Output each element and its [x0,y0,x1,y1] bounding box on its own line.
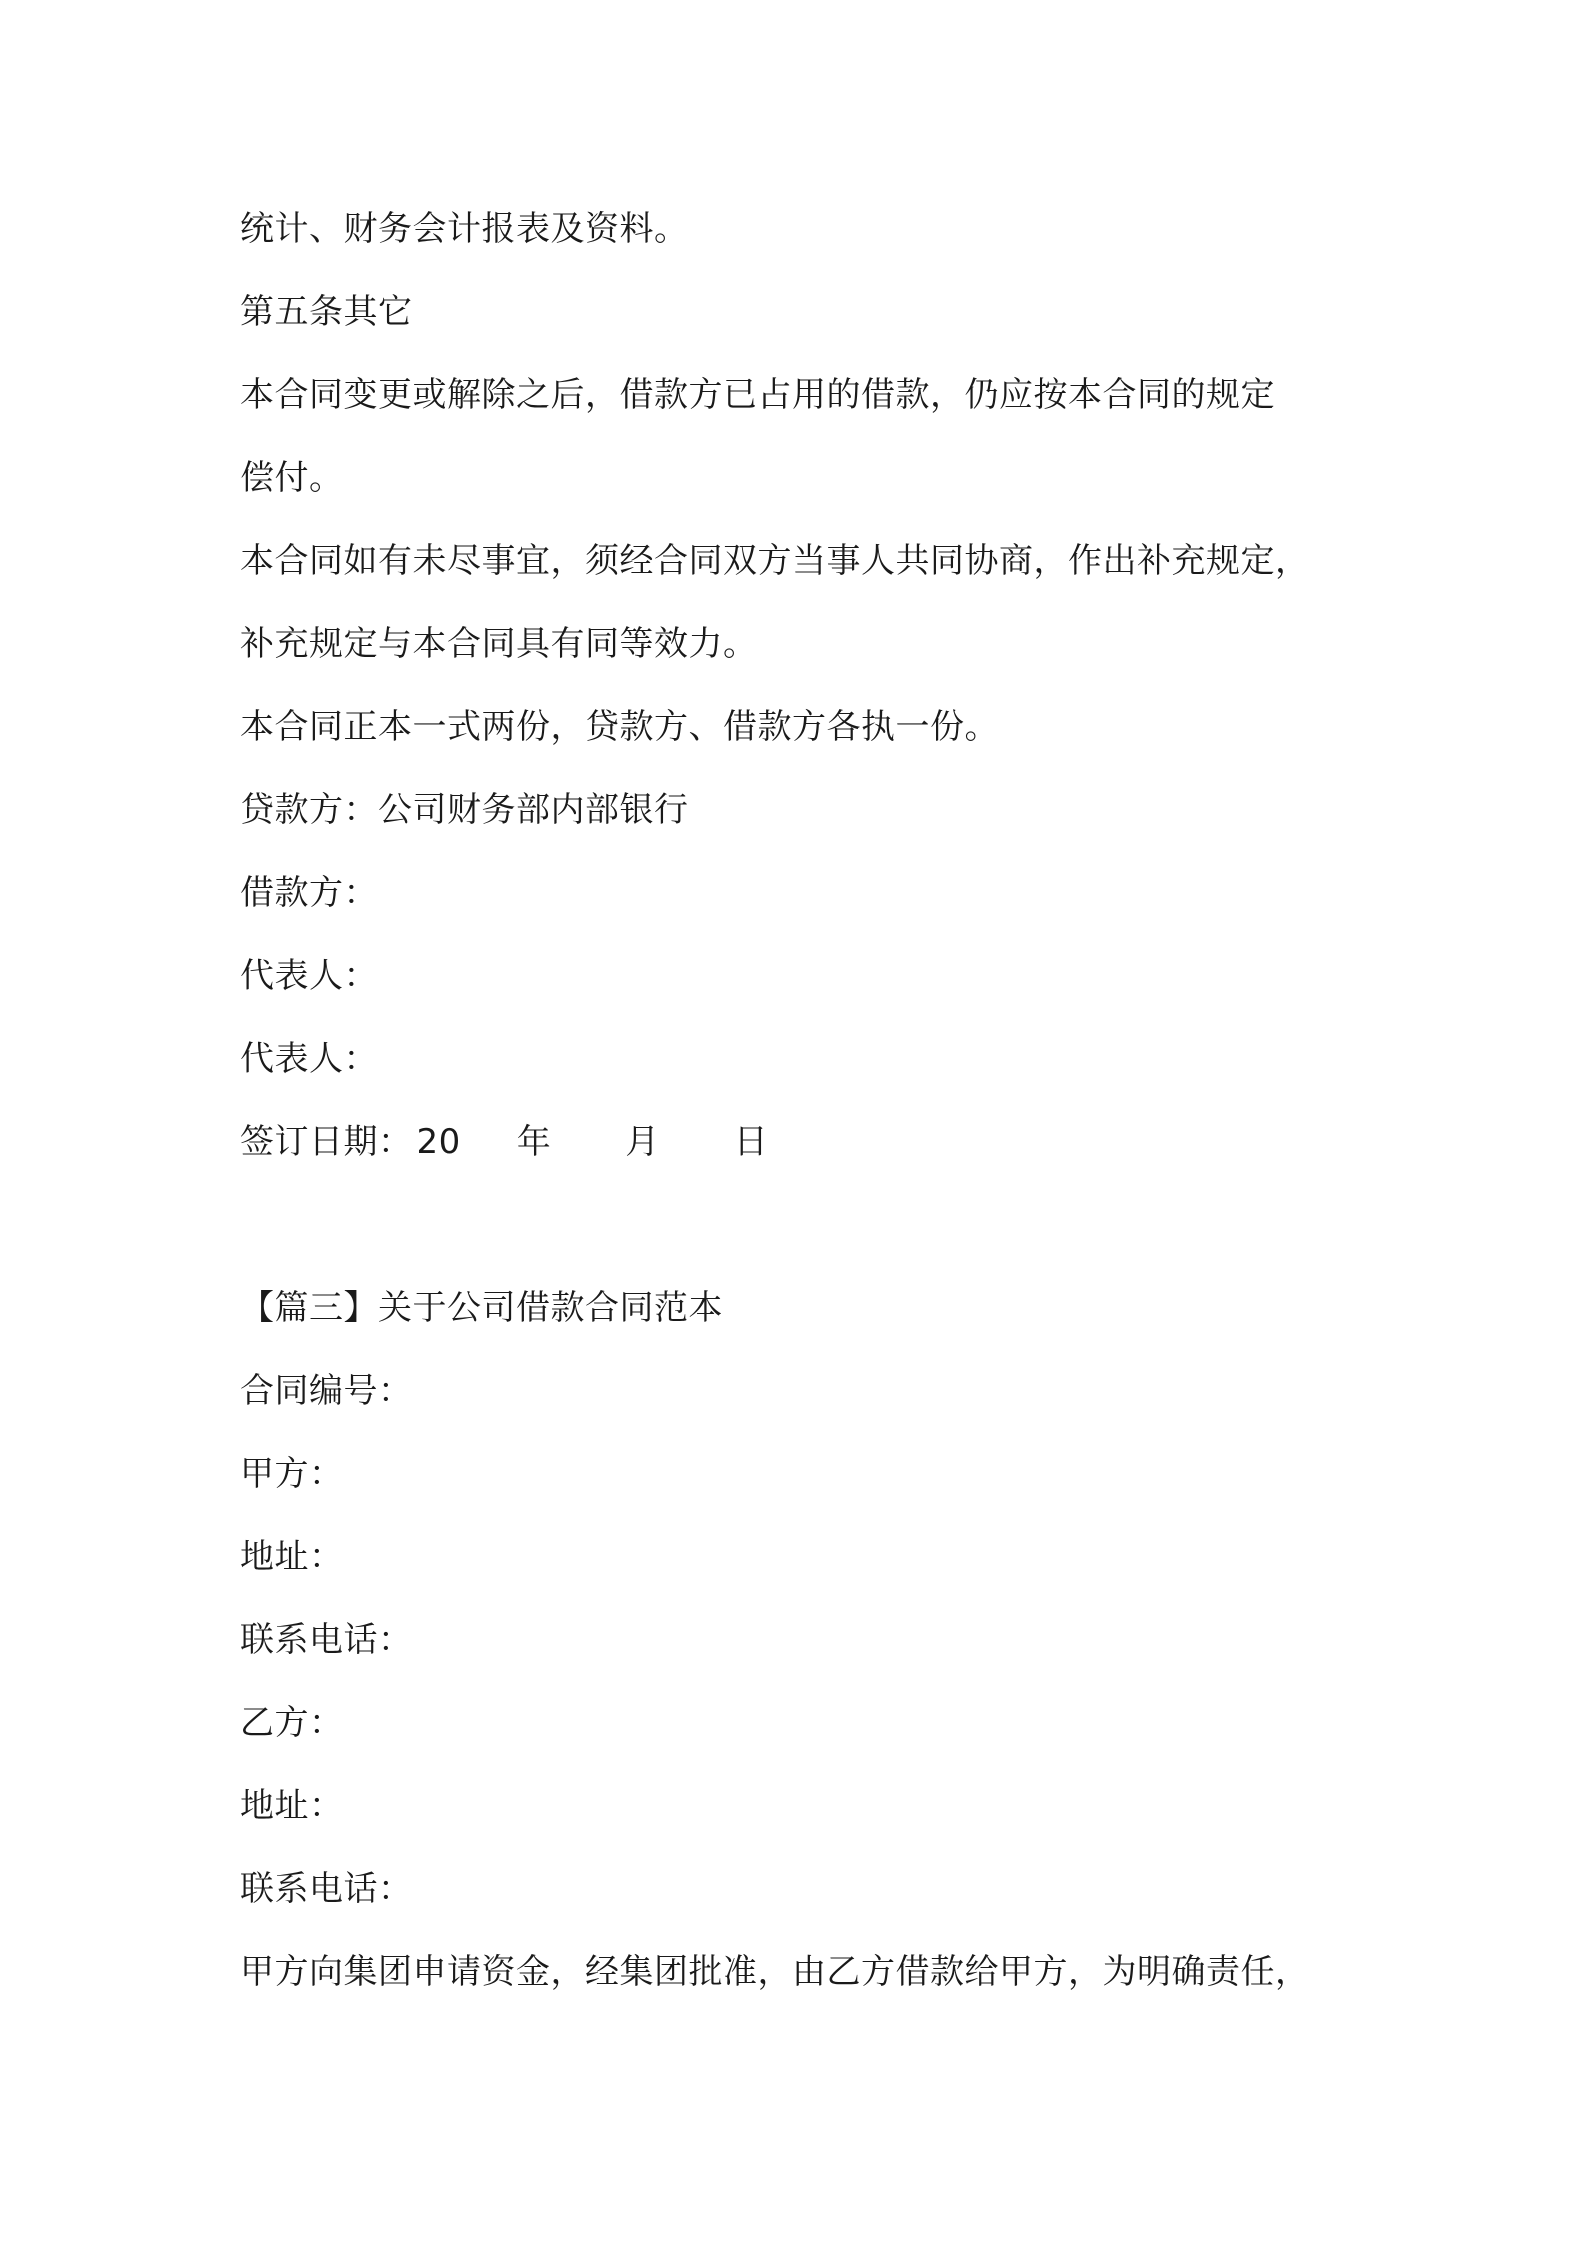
year-label: 年 [516,1122,552,1162]
signing-date-label: 签订日期： [240,1122,413,1162]
text-line: 甲方向集团申请资金，经集团批准，由乙方借款给甲方，为明确责任， [240,1952,1310,1992]
day-label: 日 [733,1122,769,1162]
text-line: 本合同正本一式两份，贷款方、借款方各执一份。 [240,707,999,747]
text-line: 补充规定与本合同具有同等效力。 [240,624,758,664]
representative-line: 代表人： [240,956,378,996]
text-line: 统计、财务会计报表及资料。 [240,209,689,249]
phone-field: 联系电话： [240,1869,413,1909]
party-a-field: 甲方： [240,1454,344,1494]
address-field: 地址： [240,1537,344,1577]
month-label: 月 [625,1122,660,1162]
year-prefix: 20 [416,1122,461,1162]
signing-date-line [240,1120,768,1164]
address-field: 地址： [240,1786,344,1826]
representative-line: 代表人： [240,1039,378,1079]
text-line: 本合同变更或解除之后，借款方已占用的借款，仍应按本合同的规定 [240,375,1275,415]
contract-number-field: 合同编号： [240,1371,413,1411]
text-line: 偿付。 [240,458,344,498]
party-b-field: 乙方： [240,1703,344,1743]
text-line: 本合同如有未尽事宜，须经合同双方当事人共同协商，作出补充规定， [240,541,1310,581]
borrower-line: 借款方： [240,873,378,913]
article-heading: 第五条其它 [240,292,413,332]
lender-line: 贷款方：公司财务部内部银行 [240,790,689,830]
section-title: 【篇三】关于公司借款合同范本 [240,1288,723,1328]
phone-field: 联系电话： [240,1620,413,1660]
